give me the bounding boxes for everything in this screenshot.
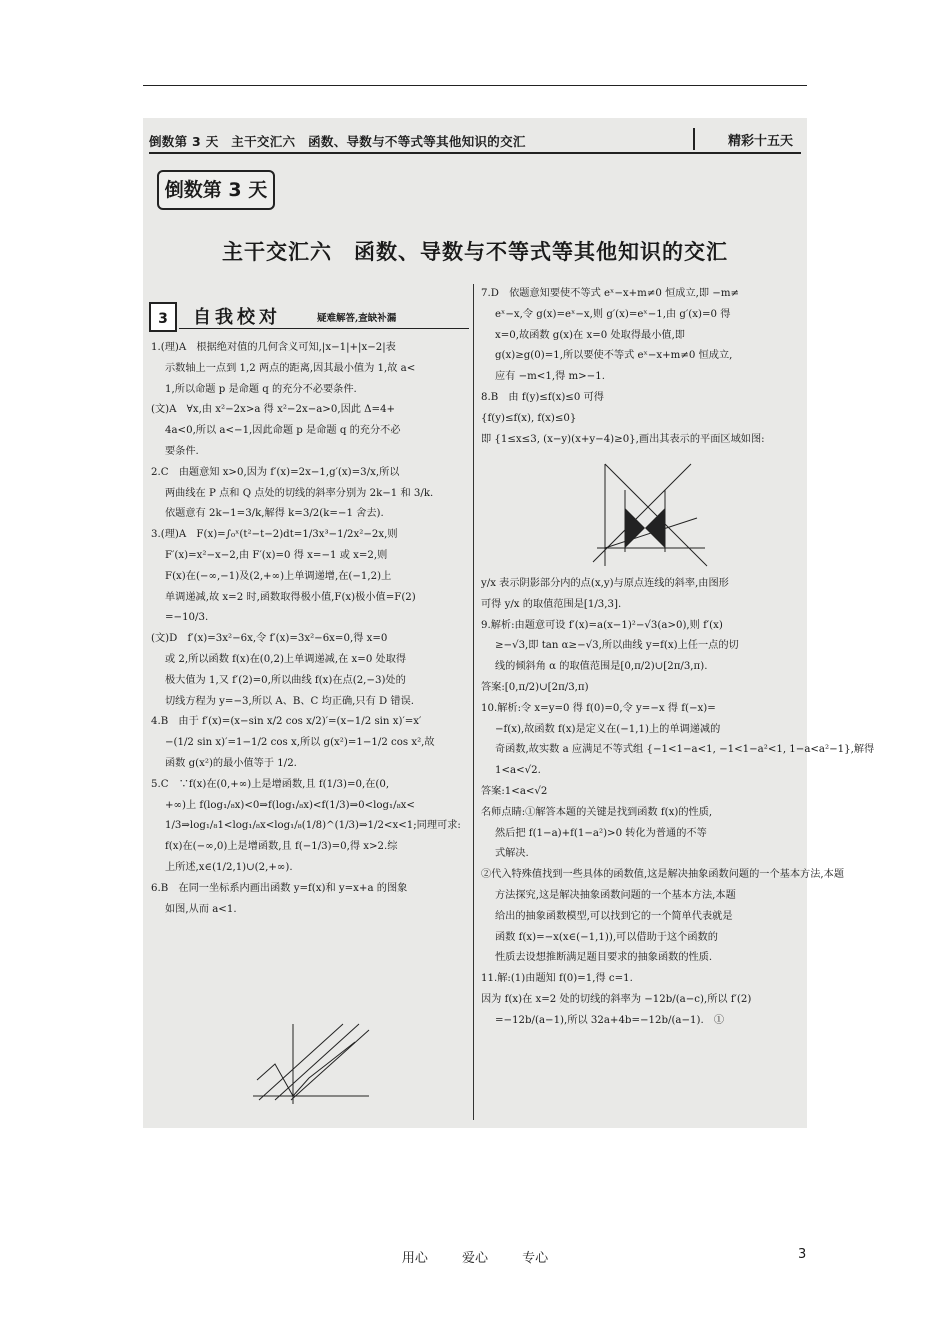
footer-item-3: 专心: [522, 1251, 549, 1266]
footer-item-2: 爱心: [461, 1251, 488, 1266]
text-line: =−12b/(a−1),所以 32a+4b=−12b/(a−1). ①: [495, 1014, 725, 1026]
text-line: +∞)上 f(log₁/₈x)<0⇒f(log₁/₈x)<f(1/3)⇒0<log₁/₈x<: [165, 799, 415, 811]
text-line: 答案:1<a<√2: [481, 785, 548, 797]
text-line: 4a<0,所以 a<−1,因此命题 p 是命题 q 的充分不必: [165, 425, 401, 437]
text-line: 示数轴上一点到 1,2 两点的距离,因其最小值为 1,故 a<: [165, 362, 416, 374]
text-line: 可得 y/x 的取值范围是[1/3,3].: [481, 598, 622, 610]
right-column-top: [481, 284, 803, 450]
header-right: 精彩十五天: [727, 134, 793, 149]
day-badge: 倒数第 3 天: [157, 170, 275, 210]
text-line: 因为 f(x)在 x=2 处的切线的斜率为 −12b/(a−c),所以 f′(2): [481, 993, 752, 1005]
text-line: 上所述,x∈(1/2,1)∪(2,+∞).: [165, 861, 293, 873]
header-left: 倒数第 3 天 主干交汇六 函数、导数与不等式等其他知识的交汇: [149, 134, 526, 149]
figure-region-question-8: [591, 460, 709, 570]
text-line: ②代入特殊值找到一些具体的函数值,这是解决抽象函数问题的一个基本方法,本题: [481, 869, 845, 881]
section-heading: [149, 302, 469, 328]
text-line: 1.(理)A 根据绝对值的几何含义可知,|x−1|+|x−2|表: [151, 342, 396, 353]
text-line: y/x 表示阴影部分内的点(x,y)与原点连线的斜率,由图形: [481, 578, 729, 589]
text-line: 函数 g(x²)的最小值等于 1/2.: [165, 757, 297, 769]
text-line: 1/3⇒log₁/₈1<log₁/₈x<log₁/₈(1/8)^(1/3)⇒1/2<x<1;同理可求:: [165, 820, 461, 832]
text-line: 1<a<√2.: [495, 765, 541, 777]
text-line: −(1/2 sin x)′=1−1/2 cos x,所以 g(x²)=1−1/2 cos x²,故: [165, 737, 435, 749]
text-line: 式解决.: [495, 848, 529, 860]
text-line: 11.解:(1)由题知 f(0)=1,得 c=1.: [481, 973, 633, 985]
text-line: 如图,从而 a<1.: [165, 903, 237, 915]
text-line: =−10/3.: [165, 612, 209, 624]
text-line: 方法探究,这是解决抽象函数问题的一个基本方法,本题: [495, 889, 736, 901]
text-line: 依题意有 2k−1=3/k,解得 k=3/2(k=−1 舍去).: [165, 508, 384, 520]
section-number: 3: [149, 302, 177, 332]
text-line: 8.B 由 f(y)≤f(x)≤0 可得: [481, 391, 604, 403]
text-line: 单调递减,故 x=2 时,函数取得极小值,F(x)极小值=F(2): [165, 591, 416, 603]
text-line: 或 2,所以函数 f(x)在(0,2)上单调递减,在 x=0 处取得: [165, 653, 407, 665]
text-line: 3.(理)A F(x)=∫₀ˣ(t²−t−2)dt=1/3x³−1/2x²−2x,则: [151, 529, 398, 541]
text-line: 即 {1≤x≤3, (x−y)(x+y−4)≥0},画出其表示的平面区域如图:: [481, 433, 765, 445]
section-title: 自我校对: [193, 307, 281, 328]
text-line: F(x)在(−∞,−1)及(2,+∞)上单调递增,在(−1,2)上: [165, 570, 392, 582]
text-line: 4.B 由于 f′(x)=(x−sin x/2 cos x/2)′=(x−1/2 sin x)′=x′: [151, 716, 422, 728]
text-line: eˣ−x,令 g(x)=eˣ−x,则 g′(x)=eˣ−1,由 g′(x)=0 得: [495, 308, 731, 320]
text-line: 然后把 f(1−a)+f(1−a²)>0 转化为普通的不等: [495, 827, 707, 839]
text-line: 名师点睛:①解答本题的关键是找到函数 f(x)的性质,: [481, 806, 713, 818]
text-line: g(x)≥g(0)=1,所以要使不等式 eˣ−x+m≠0 恒成立,: [495, 350, 733, 362]
page-title: 主干交汇六 函数、导数与不等式等其他知识的交汇: [222, 240, 728, 264]
text-line: 要条件.: [165, 445, 199, 457]
text-line: 5.C ∵f(x)在(0,+∞)上是增函数,且 f(1/3)=0,在(0,: [151, 778, 390, 790]
text-line: 函数 f(x)=−x(x∈(−1,1)),可以借助于这个函数的: [495, 931, 718, 943]
left-column: [151, 338, 469, 920]
text-line: x=0,故函数 g(x)在 x=0 处取得最小值,即: [495, 329, 685, 341]
top-rule: [143, 85, 807, 86]
text-line: 应有 −m<1,得 m>−1.: [495, 371, 605, 383]
right-column-bottom: [481, 574, 875, 1032]
text-line: 奇函数,故实数 a 应满足不等式组 {−1<1−a<1, −1<1−a²<1, 1−a<a²−1},解得: [495, 744, 875, 756]
text-line: 给出的抽象函数模型,可以找到它的一个简单代表就是: [495, 910, 733, 922]
text-line: f(x)在(−∞,0)上是增函数,且 f(−1/3)=0,得 x>2.综: [165, 841, 398, 853]
text-line: 性质去设想推断满足题目要求的抽象函数的性质.: [495, 952, 713, 964]
text-line: 9.解析:由题意可设 f′(x)=a(x−1)²−√3(a>0),则 f′(x): [481, 619, 723, 631]
running-header: [143, 126, 807, 152]
column-divider: [473, 284, 474, 1120]
text-line: 7.D 依题意知要使不等式 eˣ−x+m≠0 恒成立,即 −m≠: [481, 288, 740, 299]
figure-graph-question-6: [245, 1020, 375, 1106]
scanned-page: [143, 118, 875, 1128]
text-line: 极大值为 1,又 f′(2)=0,所以曲线 f(x)在点(2,−3)处的: [165, 674, 406, 686]
text-line: 线的倾斜角 α 的取值范围是[0,π/2)∪[2π/3,π).: [495, 661, 708, 673]
text-line: {f(y)≤f(x), f(x)≤0}: [481, 412, 577, 424]
section-underline: [179, 328, 469, 329]
header-separator: [693, 128, 695, 150]
text-line: ≥−√3,即 tan α≥−√3,所以曲线 y=f(x)上任一点的切: [495, 640, 739, 652]
text-line: 10.解析:令 x=y=0 得 f(0)=0,令 y=−x 得 f(−x)=: [481, 702, 716, 714]
text-line: 切线方程为 y=−3,所以 A、B、C 均正确,只有 D 错误.: [165, 695, 415, 707]
section-subtitle: 疑难解答,查缺补漏: [317, 313, 397, 324]
page-footer: [0, 1247, 950, 1266]
text-line: 2.C 由题意知 x>0,因为 f′(x)=2x−1,g′(x)=3/x,所以: [151, 466, 400, 478]
header-rule: [149, 152, 801, 154]
text-line: 答案:[0,π/2)∪[2π/3,π): [481, 681, 589, 693]
text-line: F′(x)=x²−x−2,由 F′(x)=0 得 x=−1 或 x=2,则: [165, 549, 388, 561]
text-line: 1,所以命题 p 是命题 q 的充分不必要条件.: [165, 383, 357, 395]
text-line: −f(x),故函数 f(x)是定义在(−1,1)上的单调递减的: [495, 723, 721, 735]
text-line: (文)A ∀x,由 x²−2x>a 得 x²−2x−a>0,因此 Δ=4+: [151, 404, 396, 416]
footer-item-1: 用心: [401, 1251, 428, 1266]
text-line: 两曲线在 P 点和 Q 点处的切线的斜率分别为 2k−1 和 3/k.: [165, 487, 434, 499]
text-line: 6.B 在同一坐标系内画出函数 y=f(x)和 y=x+a 的图象: [151, 882, 408, 894]
text-line: (文)D f′(x)=3x²−6x,令 f′(x)=3x²−6x=0,得 x=0: [151, 633, 388, 645]
page-number: 3: [798, 1247, 807, 1262]
